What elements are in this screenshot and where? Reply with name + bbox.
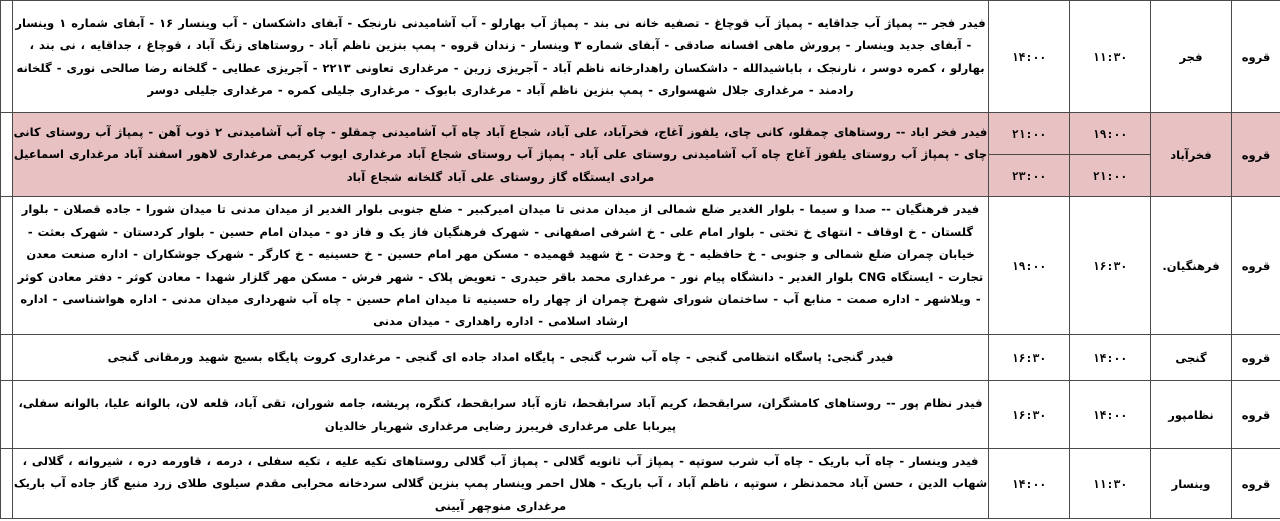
affected-areas-cell: فیدر گنجی: پاسگاه انتظامی گنجی - چاه آب شرب گنجی - پایگاه امداد جاده ای گنجی - مرغداری کروت پایگاه بسیج شهید ورمقانی گنجی <box>13 335 989 381</box>
edge-gap <box>1 449 13 519</box>
feeder-name-cell: گنجی <box>1151 335 1232 381</box>
affected-areas-cell: فیدر وینسار - چاه آب باریک - چاه آب شرب سوتپه - پمپاژ آب ثانویه گلالی - پمپاژ آب گلالی روستاهای تکیه علیه ، تکیه سفلی ، درمه ، قاورمه دره ، شیروانه ، گلالی ، شهاب الدین ، حسن آباد محمدنظر ، سوتپه ، ناظم آباد ، آب باریک - هلال احمر وینسار پمپ بنزین گلالی سردخانه محرابی مقدم سیلوی طلای زرد منبع گاز جاده آب باریک مرغداری منوچهر آیینی <box>13 449 989 519</box>
end-time-cell: ۱۴:۰۰ <box>989 1 1070 113</box>
table-row <box>1 335 1280 381</box>
start-time-cell: ۱۱:۳۰ <box>1070 1 1151 113</box>
city-cell: قروه <box>1232 1 1280 113</box>
end-time-cell: ۱۶:۳۰ <box>989 381 1070 449</box>
feeder-name-cell: نظامپور <box>1151 381 1232 449</box>
table-row <box>1 1 1280 113</box>
city-cell: قروه <box>1232 197 1280 335</box>
edge-gap <box>1 381 13 449</box>
start-time-cell: ۲۱:۰۰ <box>1070 155 1151 197</box>
start-time-cell: ۱۴:۰۰ <box>1070 381 1151 449</box>
table-row <box>1 449 1280 519</box>
start-time-cell: ۱۴:۰۰ <box>1070 335 1151 381</box>
edge-gap <box>1 113 13 197</box>
feeder-name-cell: فجر <box>1151 1 1232 113</box>
feeder-name-cell: فخرآباد <box>1151 113 1232 197</box>
affected-areas-cell: فیدر فرهنگیان -- صدا و سیما - بلوار الغدیر ضلع شمالی از میدان مدنی تا میدان امیرکبیر - ضلع جنوبی بلوار الغدیر از میدان مدنی تا میدان شورا - جاده قصلان - بلوار گلستان - خ اوقاف - انتهای خ تختی - بلوار امام علی - خ اشرفی اصفهانی - شهرک فرهنگیان فاز یک و فاز دو - میدان امام حسین - بلوار کردستان - شهرک بعثت - خیابان چمران ضلع شمالی و جنوبی - خ حافظیه - خ وحدت - خ شهید قهمیده - مسکن مهر امام حسین - خ حسینیه - خ کارگر - شهرک جوشکاران - اداره صنعت معدن تجارت - ایستگاه CNG بلوار الغدیر - دانشگاه پیام نور - مرغداری محمد باقر حیدری - تعویض پلاک - شهر فرش - مسکن مهر گلزار شهدا - معادن کوثر - دفتر معادن کوثر - ویلاشهر - اداره صمت - منابع آب - ساختمان شورای شهرخ چمران از چهار راه حسینیه تا میدان امام حسین - چاه آب شهرداری میدان مدنی - اداره هواشناسی - اداره ارشاد اسلامی - اداره راهداری - میدان مدنی <box>13 197 989 335</box>
city-cell: قروه <box>1232 449 1280 519</box>
table-row <box>1 113 1280 155</box>
edge-gap <box>1 197 13 335</box>
end-time-cell: ۱۴:۰۰ <box>989 449 1070 519</box>
table-row <box>1 197 1280 335</box>
edge-gap <box>1 1 13 113</box>
end-time-cell: ۱۹:۰۰ <box>989 197 1070 335</box>
end-time-cell: ۱۶:۳۰ <box>989 335 1070 381</box>
city-cell: قروه <box>1232 335 1280 381</box>
city-cell: قروه <box>1232 381 1280 449</box>
affected-areas-cell: فیدر نظام پور -- روستاهای کامشگران، سرابقحط، کریم آباد سرابقحط، تازه آباد سرابقحط، کنگره، پریشه، جامه شوران، تقی آباد، قلعه لان، بالوانه علیا، بالوانه سفلی، پیربابا علی مرغداری فریبرز رضایی مرغداری شهریار خالدیان <box>13 381 989 449</box>
table-row <box>1 381 1280 449</box>
start-time-cell: ۱۶:۳۰ <box>1070 197 1151 335</box>
affected-areas-cell: فیدر فجر -- پمپاژ آب جداقایه - پمپاژ آب قوچاغ - تصفیه خانه نی بند - پمپاژ آب بهارلو - آب آشامیدنی نارنجک - آبفای داشکسان - آب وینسار ۱۶ - آبفای شماره ۱ وینسار - آبفای جدید وینسار - پرورش ماهی افسانه صادقی - آبفای شماره ۳ وینسار - زندان قروه - پمپ بنزین ناظم آباد - روستاهای زنگ آباد ، قوچاغ ، جداقایه ، نی بند ، بهارلو ، کمره دوسر ، نارنجک ، باباشیدالله - داشکسان راهدارخانه ناظم آباد - آجریزی زرین - مرغداری تعاونی ۲۲۱۳ - آجریزی عطایی - گلخانه رضا صالحی نوری - گلخانه رادمند - مرغداری جلال شهسواری - پمپ بنزین ناظم آباد - مرغداری بابوک - مرغداری جلیلی کمره - مرغداری جلیلی دوسر <box>13 1 989 113</box>
start-time-cell: ۱۱:۳۰ <box>1070 449 1151 519</box>
end-time-cell: ۲۳:۰۰ <box>989 155 1070 197</box>
end-time-cell: ۲۱:۰۰ <box>989 113 1070 155</box>
affected-areas-cell: فیدر فخر اباد -- روستاهای چمقلو، کانی چای، یلفوز آغاج، فخرآباد، علی آباد، شجاع آباد چاه آب آشامیدنی چمقلو - چاه آب آشامیدنی ۲ ذوب آهن - پمپاژ آب روستای کانی چای - پمپاژ آب روستای یلفوز آغاج چاه آب آشامیدنی روستای علی آباد - پمپاژ آب روستای شجاع آباد مرغداری ایوب کریمی مرغداری لاهور اسفند آباد مرغداری اسماعیل مرادی ایستگاه گاز روستای علی آباد گلخانه شجاع آباد <box>13 113 989 197</box>
feeder-name-cell: فرهنگیان. <box>1151 197 1232 335</box>
edge-gap <box>1 335 13 381</box>
feeder-name-cell: وینسار <box>1151 449 1232 519</box>
city-cell: قروه <box>1232 113 1280 197</box>
start-time-cell: ۱۹:۰۰ <box>1070 113 1151 155</box>
